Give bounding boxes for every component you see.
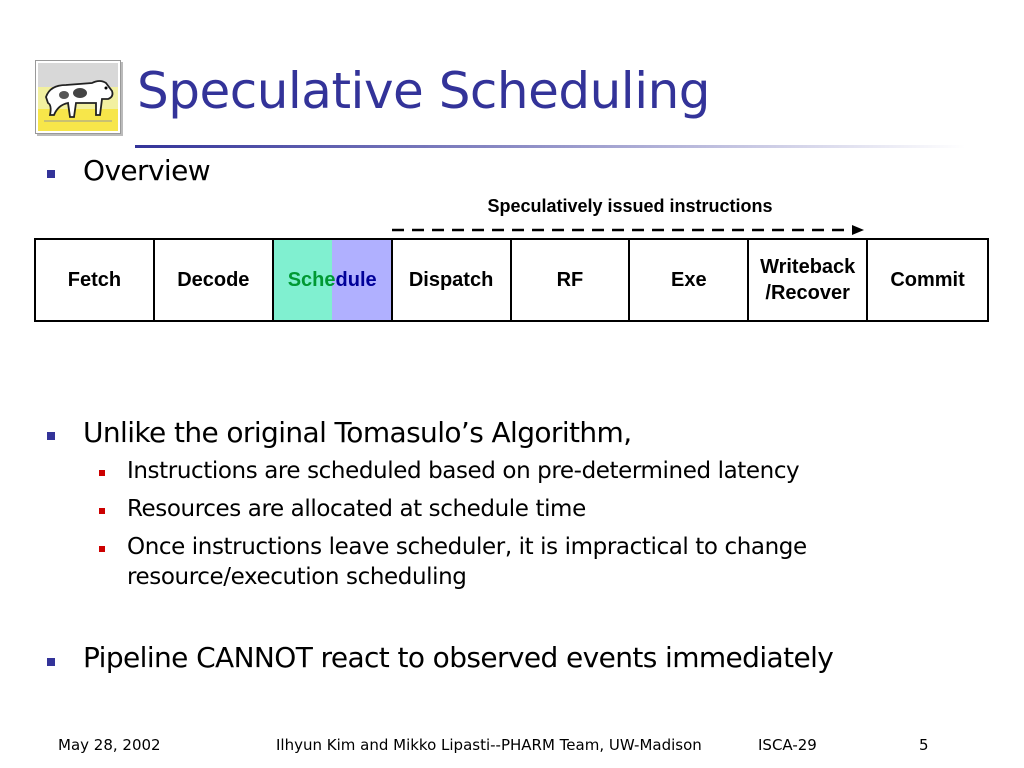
schedule-label-part1: Sche	[287, 269, 336, 291]
bullet-marker	[47, 170, 55, 178]
subbullet-latency: Instructions are scheduled based on pre-determined latency	[127, 458, 800, 484]
stage-label: RF	[556, 269, 584, 291]
writeback-line2: /Recover	[765, 282, 850, 304]
footer-date: May 28, 2002	[58, 736, 161, 754]
bullet-pipeline-note: Pipeline CANNOT react to observed events immediately	[83, 641, 834, 674]
bullet-marker	[47, 658, 55, 666]
stage-label	[760, 254, 855, 306]
schedule-label-part2: dule	[335, 269, 377, 291]
stage-label: Dispatch	[408, 269, 494, 291]
speculative-label: Speculatively issued instructions	[487, 196, 773, 216]
stage-commit	[868, 240, 987, 320]
slide-title: Speculative Scheduling	[137, 62, 711, 120]
stage-rf	[512, 240, 631, 320]
stage-dispatch	[393, 240, 512, 320]
stage-decode	[155, 240, 274, 320]
subbullet-marker	[99, 546, 105, 552]
subbullet-impractical-cont: resource/execution scheduling	[127, 564, 467, 590]
cow-logo-icon	[35, 60, 121, 134]
stage-label	[288, 267, 377, 293]
speculative-dashed-arrow	[390, 222, 870, 238]
bullet-tomasulo: Unlike the original Tomasulo’s Algorithm,	[83, 416, 632, 449]
subbullet-marker	[99, 470, 105, 476]
stage-label: Exe	[671, 269, 707, 291]
footer-page-number: 5	[919, 736, 929, 754]
stage-fetch	[36, 240, 155, 320]
footer-authors: Ilhyun Kim and Mikko Lipasti--PHARM Team, UW-Madison	[276, 736, 702, 754]
bullet-overview: Overview	[83, 154, 211, 187]
cow-logo-graphic	[36, 61, 120, 133]
stage-exe	[630, 240, 749, 320]
stage-writeback	[749, 240, 868, 320]
subbullet-marker	[99, 508, 105, 514]
stage-label: Decode	[177, 269, 250, 291]
title-underline	[135, 145, 965, 148]
writeback-line1: Writeback	[760, 256, 856, 278]
bullet-marker	[47, 432, 55, 440]
subbullet-impractical: Once instructions leave scheduler, it is impractical to change	[127, 534, 807, 560]
stage-label: Commit	[890, 269, 965, 291]
footer-conference: ISCA-29	[758, 736, 817, 754]
subbullet-resources: Resources are allocated at schedule time	[127, 496, 586, 522]
pipeline-diagram	[34, 238, 989, 322]
stage-schedule	[274, 240, 393, 320]
stage-label: Fetch	[67, 269, 122, 291]
